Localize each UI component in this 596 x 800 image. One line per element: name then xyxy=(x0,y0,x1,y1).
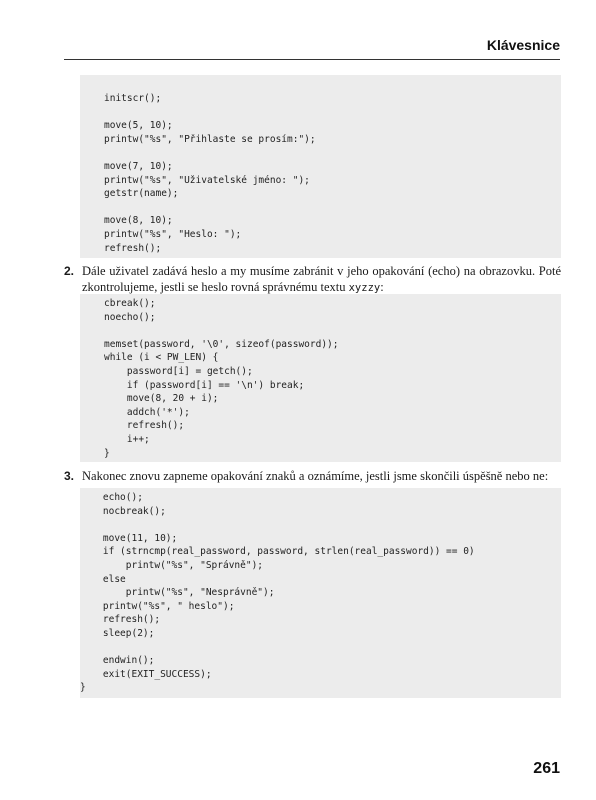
code-line: printw("%s", "Heslo: "); xyxy=(104,228,242,240)
code-line: password[i] = getch(); xyxy=(104,365,253,377)
code-line: move(7, 10); xyxy=(104,160,173,172)
list-item-text: Dále uživatel zadává heslo a my musíme zabránit v jeho opakování (echo) na obrazovku. Poté zkontrolujeme, jestli se heslo rovná správnému textu xyzzy: xyxy=(82,264,561,294)
code-line: i++; xyxy=(104,433,150,445)
code-block-1 xyxy=(80,75,561,258)
header-rule xyxy=(64,59,560,60)
code-block-2 xyxy=(80,294,561,462)
code-line: nocbreak(); xyxy=(80,505,166,517)
code-line: memset(password, '\0', sizeof(password)); xyxy=(104,338,339,350)
code-line: noecho(); xyxy=(104,311,156,323)
code-line: refresh(); xyxy=(80,614,161,626)
code-line xyxy=(104,201,561,215)
code-line: initscr(); xyxy=(104,93,162,104)
code-line xyxy=(104,324,561,338)
code-block-3 xyxy=(80,488,561,698)
code-line: printw("%s", "Správně"); xyxy=(80,559,264,571)
code-line: addch('*'); xyxy=(104,406,190,418)
code-line: printw("%s", "Uživatelské jméno: "); xyxy=(104,174,310,186)
running-header-title: Klávesnice xyxy=(486,37,560,53)
list-item-3 xyxy=(64,468,561,484)
list-item-number: 2. xyxy=(64,264,75,278)
code-line: getstr(name); xyxy=(104,188,179,200)
code-line: move(8, 10); xyxy=(104,215,173,227)
code-line: endwin(); xyxy=(80,655,155,667)
code-line xyxy=(104,106,561,120)
code-line xyxy=(80,518,561,532)
list-item-number: 3. xyxy=(64,469,75,483)
list-item-2 xyxy=(64,263,561,296)
code-line: sleep(2); xyxy=(80,627,155,639)
code-line: if (password[i] == '\n') break; xyxy=(104,379,305,391)
code-line: move(11, 10); xyxy=(80,532,178,544)
page-number: 261 xyxy=(533,760,560,777)
code-line: } xyxy=(80,682,86,694)
code-line: printw("%s", "Přihlaste se prosím:"); xyxy=(104,133,316,145)
code-line: printw("%s", " heslo"); xyxy=(80,600,235,612)
code-line: refresh(); xyxy=(104,242,162,254)
code-line: move(5, 10); xyxy=(104,120,173,132)
code-line: } xyxy=(104,447,110,459)
code-line: if (strncmp(real_password, password, strlen(real_password)) == 0) xyxy=(80,546,475,558)
list-item-text: Nakonec znovu zapneme opakování znaků a oznámíme, jestli jsme skončili úspěšně nebo ne: xyxy=(82,469,549,483)
code-line xyxy=(104,146,561,160)
code-line: exit(EXIT_SUCCESS); xyxy=(80,668,212,680)
code-line: refresh(); xyxy=(104,420,185,432)
inline-code: xyzzy xyxy=(348,282,381,294)
code-line xyxy=(80,641,561,655)
code-line: cbreak(); xyxy=(104,298,156,309)
code-line: move(8, 20 + i); xyxy=(104,393,219,405)
code-line: printw("%s", "Nesprávně"); xyxy=(80,587,275,599)
code-line: else xyxy=(80,573,126,585)
code-line: echo(); xyxy=(80,492,143,503)
code-line: while (i < PW_LEN) { xyxy=(104,352,219,364)
